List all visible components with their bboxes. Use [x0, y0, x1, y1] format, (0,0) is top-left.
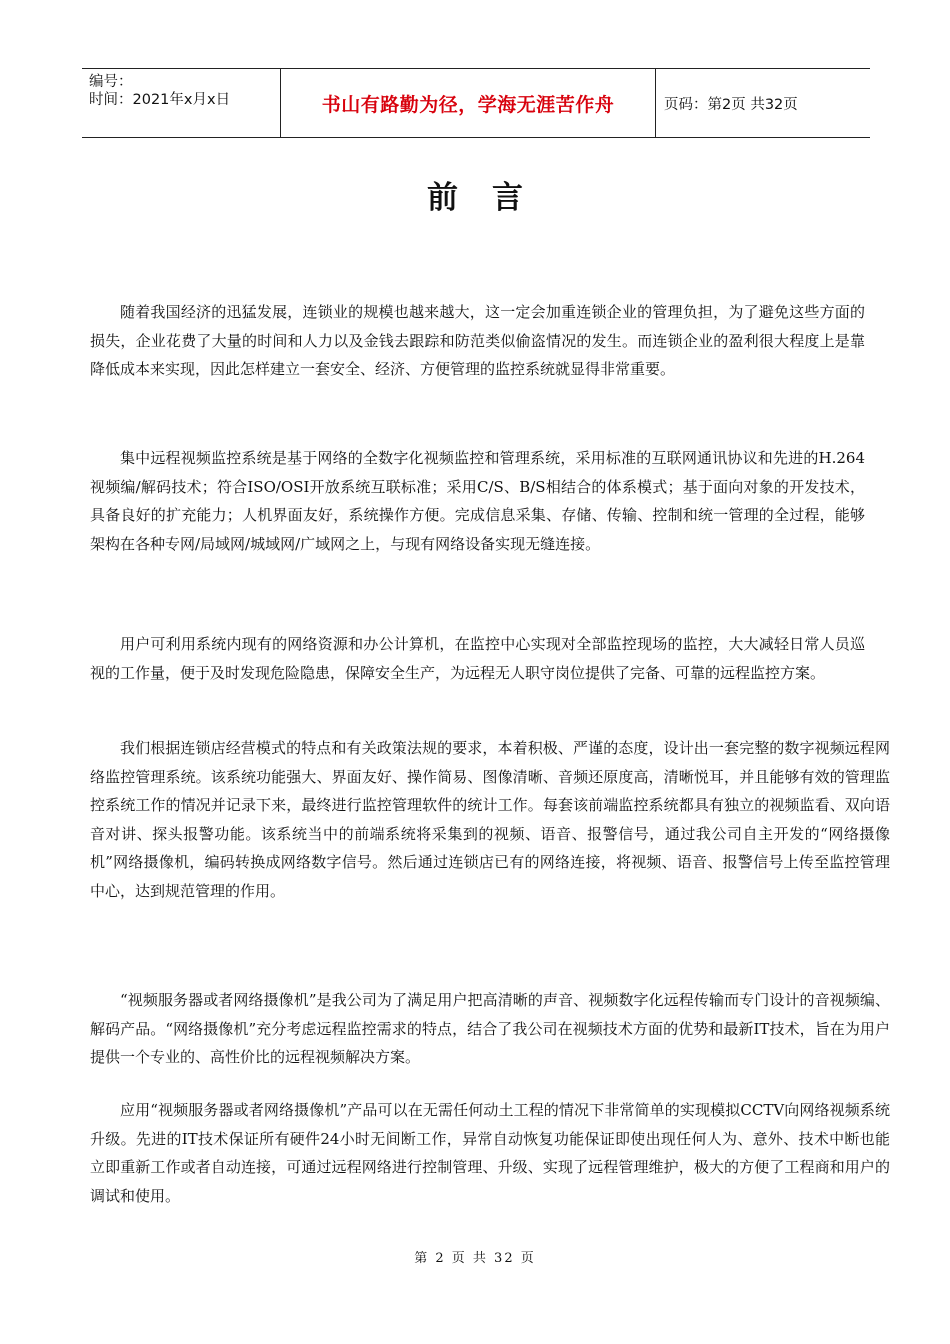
header-page-info: 页码：第2页 共32页 — [664, 96, 798, 113]
paragraph-1: 随着我国经济的迅猛发展，连锁业的规模也越来越大，这一定会加重连锁企业的管理负担，为了避免这些方面的损失，企业花费了大量的时间和人力以及金钱去跟踪和防范类似偷盗情况的发生。而连锁企业的盈利很大程度上是靠降低成本来实现，因此怎样建立一套安全、经济、方便管理的监控系统就显得非常重要。 — [90, 303, 865, 378]
paragraph-3: 用户可利用系统内现有的网络资源和办公计算机，在监控中心实现对全部监控现场的监控，大大减轻日常人员巡视的工作量，便于及时发现危险隐患，保障安全生产，为远程无人职守岗位提供了完备、可靠的远程监控方案。 — [90, 635, 865, 682]
header-number-label: 编号： — [89, 74, 133, 90]
document-header — [82, 68, 870, 138]
paragraph-6: 应用“视频服务器或者网络摄像机”产品可以在无需任何动土工程的情况下非常简单的实现模拟CCTV向网络视频系统升级。先进的IT技术保证所有硬件24小时无间断工作，异常自动恢复功能保证即使出现任何人为、意外、技术中断也能立即重新工作或者自动连接，可通过远程网络进行控制管理、升级、实现了远程管理维护，极大的方便了工程商和用户的调试和使用。 — [90, 1101, 890, 1205]
page-footer: 第 2 页 共 32 页 — [414, 1251, 536, 1266]
paragraph-2: 集中远程视频监控系统是基于网络的全数字化视频监控和管理系统，采用标准的互联网通讯协议和先进的H.264视频编/解码技术；符合ISO/OSI开放系统互联标准；采用C/S、B/S相结合的体系模式；基于面向对象的开发技术，具备良好的扩充能力；人机界面友好，系统操作方便。完成信息采集、存储、传输、控制和统一管理的全过程，能够架构在各种专网/局域网/城域网/广域网之上，与现有网络设备实现无缝连接。 — [90, 449, 865, 553]
header-motto: 书山有路勤为径，学海无涯苦作舟 — [281, 69, 656, 137]
page-title: 前言 — [427, 180, 557, 216]
paragraph-4: 我们根据连锁店经营模式的特点和有关政策法规的要求，本着积极、严谨的态度，设计出一套完整的数字视频远程网络监控管理系统。该系统功能强大、界面友好、操作简易、图像清晰、音频还原度高，清晰悦耳，并且能够有效的管理监控系统工作的情况并记录下来，最终进行监控管理软件的统计工作。每套该前端监控系统都具有独立的视频监看、双向语音对讲、探头报警功能。该系统当中的前端系统将采集到的视频、语音、报警信号，通过我公司自主开发的“网络摄像机”网络摄像机，编码转换成网络数字信号。然后通过连锁店已有的网络连接，将视频、语音、报警信号上传至监控管理中心，达到规范管理的作用。 — [90, 739, 890, 900]
paragraph-5: “视频服务器或者网络摄像机”是我公司为了满足用户把高清晰的声音、视频数字化远程传输而专门设计的音视频编、解码产品。“网络摄像机”充分考虑远程监控需求的特点，结合了我公司在视频技术方面的优势和最新IT技术，旨在为用户提供一个专业的、高性价比的远程视频解决方案。 — [90, 991, 890, 1066]
header-date-label: 时间：2021年x月x日 — [89, 92, 231, 108]
header-meta-cell — [82, 69, 281, 137]
